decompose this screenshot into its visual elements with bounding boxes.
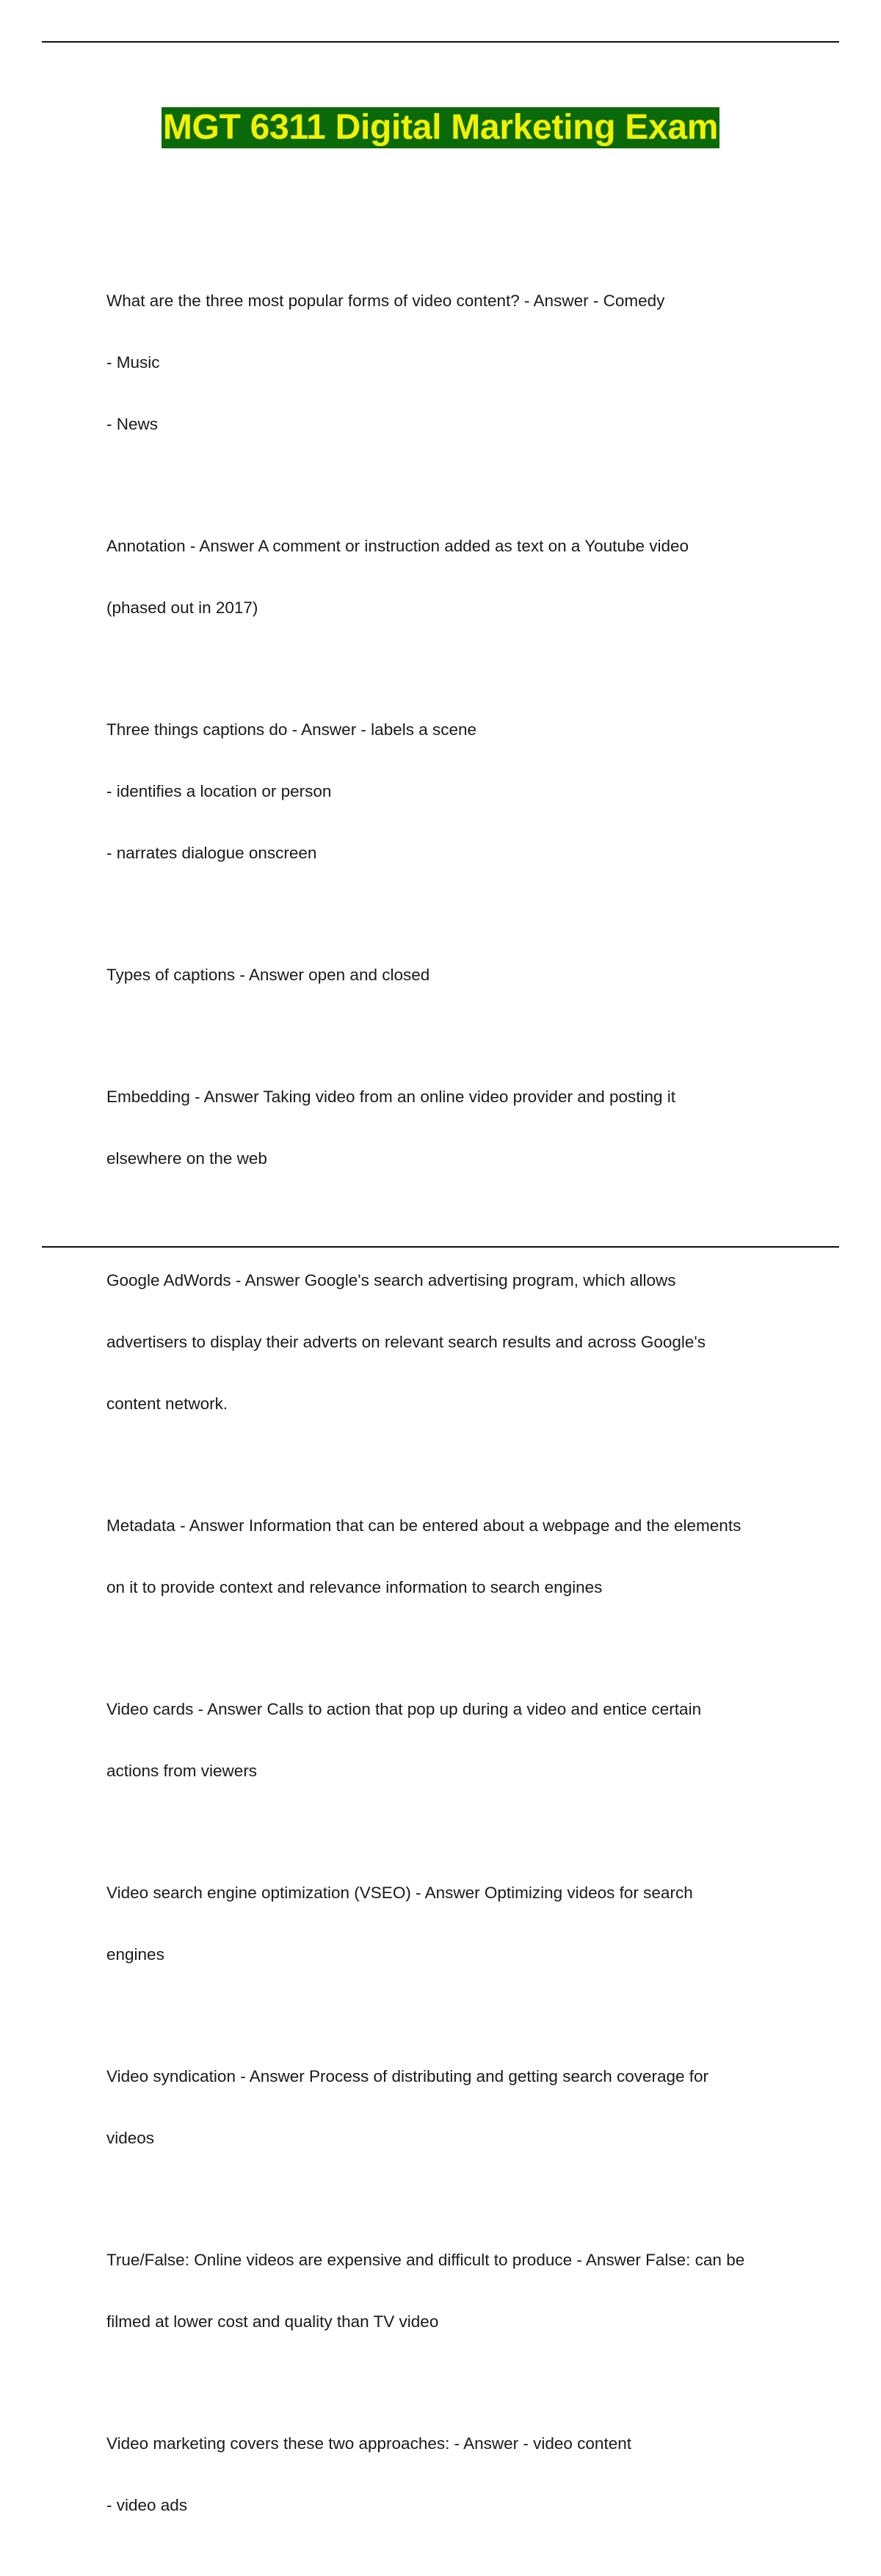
qa-line: Video search engine optimization (VSEO) - Answer Optimizing videos for search [106,1884,693,1902]
qa-line: filmed at lower cost and quality than TV video [106,2312,439,2331]
qa-line: - News [106,415,159,433]
qa-entry [106,1046,797,1210]
qa-line: advertisers to display their adverts on relevant search results and across Google's [106,1333,706,1351]
qa-line: What are the three most popular forms of video content? - Answer - Comedy [106,292,665,310]
qa-line: actions from viewers [106,1762,258,1780]
document-title: MGT 6311 Digital Marketing Exam [162,108,719,147]
qa-line: elsewhere on the web [106,1149,267,1168]
qa-entry [106,2392,797,2557]
qa-line: Embedding - Answer Taking video from an online video provider and posting it [106,1088,676,1106]
qa-line: videos [106,2129,155,2147]
top-rule [42,41,839,43]
qa-line: Video marketing covers these two approaches: - Answer - video content [106,2434,631,2453]
qa-line: Video syndication - Answer Process of distributing and getting search coverage for [106,2067,709,2085]
qa-line: Annotation - Answer A comment or instruction added as text on a Youtube video [106,537,689,555]
qa-entry [106,924,797,1027]
qa-entry [106,2209,797,2373]
title-block [0,107,881,148]
qa-entry [106,1475,797,1639]
qa-entry [106,679,797,905]
qa-line: True/False: Online videos are expensive and difficult to produce - Answer False: can be [106,2251,745,2269]
qa-entry [106,495,797,659]
qa-line: - narrates dialogue onscreen [106,844,317,862]
qa-line: Google AdWords - Answer Google's search advertising program, which allows [106,1271,676,1289]
qa-line: Three things captions do - Answer - labels a scene [106,720,477,739]
qa-line: Video cards - Answer Calls to action that pop up during a video and entice certain [106,1700,702,1718]
qa-entry [106,1229,797,1455]
qa-line: - video ads [106,2496,188,2514]
qa-line: Types of captions - Answer open and closed [106,966,430,984]
qa-entry [106,1658,797,1823]
qa-list [106,250,797,2576]
qa-line: content network. [106,1394,228,1413]
qa-line: on it to provide context and relevance information to search engines [106,1578,603,1596]
qa-entry [106,250,797,476]
qa-line: - Music [106,353,160,372]
qa-entry [106,1842,797,2006]
qa-entry [106,2025,797,2190]
qa-line: (phased out in 2017) [106,598,258,617]
qa-line: Metadata - Answer Information that can be entered about a webpage and the elements [106,1516,742,1535]
qa-line: - identifies a location or person [106,782,332,800]
bottom-rule [42,1246,839,1248]
qa-line: engines [106,1945,164,1964]
